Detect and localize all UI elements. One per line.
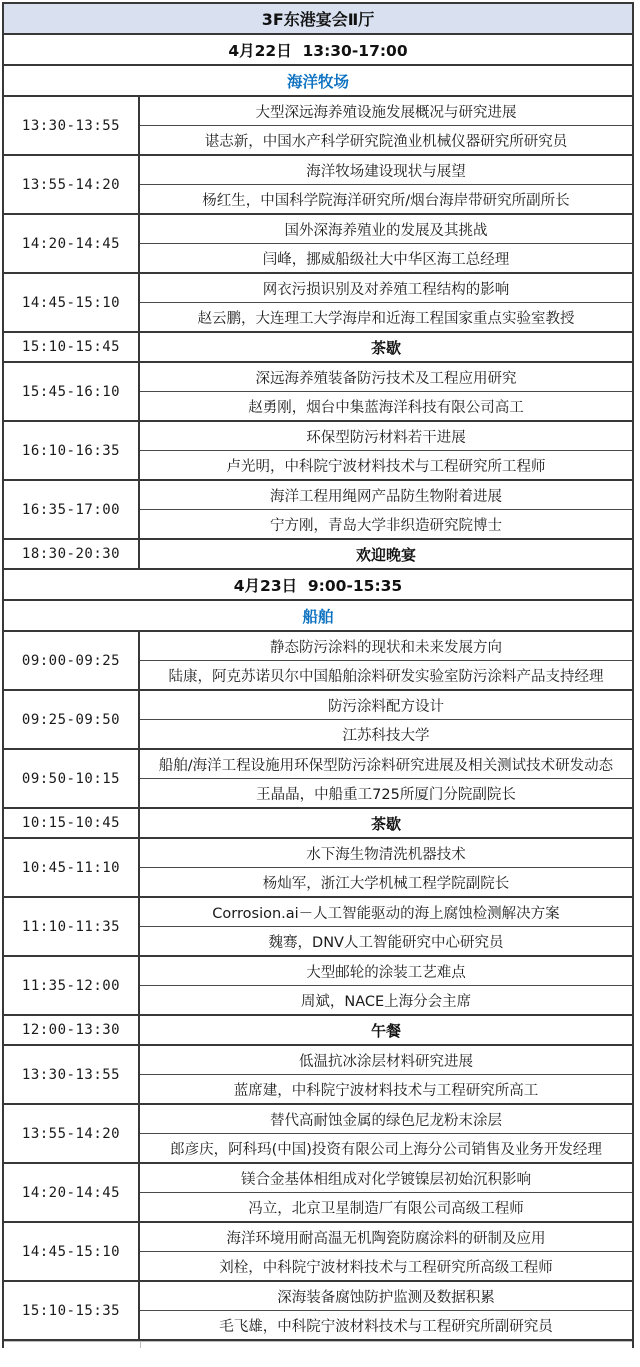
talk-title: 水下海生物清洗机器技术 — [140, 839, 632, 868]
talk-speaker: 毛飞雄，中科院宁波材料技术与工程研究所副研究员 — [219, 1318, 553, 1335]
break-row — [4, 540, 632, 570]
session-content — [140, 809, 632, 837]
cutoff-next-row — [4, 1341, 632, 1348]
talk-speaker: 赵云鹏，大连理工大学海岸和近海工程国家重点实验室教授 — [197, 310, 575, 327]
break-label: 欢迎晚宴 — [355, 545, 416, 564]
talk-speaker: 江苏科技大学 — [342, 727, 430, 744]
session-content — [140, 1016, 632, 1044]
session-row — [4, 957, 632, 1016]
session-time: 14:20-14:45 — [4, 215, 140, 272]
talk-title: 深海装备腐蚀防护监测及数据积累 — [140, 1282, 632, 1311]
break-row — [4, 809, 632, 839]
session-row — [4, 97, 632, 156]
talk-title: 船舶/海洋工程设施用环保型防污涂料研究进展及相关测试技术研发动态 — [140, 750, 632, 779]
break-row — [4, 333, 632, 363]
session-row — [4, 156, 632, 215]
session-row — [4, 422, 632, 481]
session-content — [140, 274, 632, 331]
session-time: 13:30-13:55 — [4, 1046, 140, 1103]
session-time: 14:20-14:45 — [4, 1164, 140, 1221]
talk-title: 替代高耐蚀金属的绿色尼龙粉末涂层 — [140, 1105, 632, 1134]
session-row — [4, 1282, 632, 1341]
section-header: 船舶 — [4, 601, 632, 632]
talk-speaker: 王晶晶，中船重工725所厦门分院副院长 — [256, 786, 516, 803]
break-label: 午餐 — [370, 1021, 401, 1040]
talk-speaker: 杨红生，中国科学院海洋研究所/烟台海岸带研究所副所长 — [202, 192, 570, 209]
session-time: 15:10-15:45 — [4, 333, 140, 361]
session-row — [4, 1046, 632, 1105]
session-time: 15:45-16:10 — [4, 363, 140, 420]
session-content — [140, 898, 632, 955]
day-rows — [4, 97, 632, 570]
talk-title: 镁合金基体相组成对化学镀镍层初始沉积影响 — [140, 1164, 632, 1193]
session-time: 12:00-13:30 — [4, 1016, 140, 1044]
talk-title: 静态防污涂料的现状和未来发展方向 — [140, 632, 632, 661]
session-row — [4, 691, 632, 750]
talk-title: Corrosion.ai－人工智能驱动的海上腐蚀检测解决方案 — [140, 898, 632, 927]
session-content — [140, 632, 632, 689]
session-time: 18:30-20:30 — [4, 540, 140, 568]
session-content — [140, 1223, 632, 1280]
session-row — [4, 1105, 632, 1164]
session-time: 16:10-16:35 — [4, 422, 140, 479]
talk-speaker: 魏骞，DNV人工智能研究中心研究员 — [268, 934, 504, 951]
session-row — [4, 839, 632, 898]
venue-title: 3F东港宴会Ⅱ厅 — [261, 10, 375, 29]
talk-title: 深远海养殖装备防污技术及工程应用研究 — [140, 363, 632, 392]
session-content — [140, 750, 632, 807]
break-label: 茶歇 — [370, 338, 401, 357]
session-content — [140, 957, 632, 1014]
session-time: 15:10-15:35 — [4, 1282, 140, 1339]
session-time: 14:45-15:10 — [4, 274, 140, 331]
session-content — [140, 839, 632, 896]
break-row — [4, 1016, 632, 1046]
session-content — [140, 1282, 632, 1339]
session-time: 10:15-10:45 — [4, 809, 140, 837]
session-row — [4, 215, 632, 274]
session-content — [140, 363, 632, 420]
session-time: 13:55-14:20 — [4, 156, 140, 213]
cutoff-time-cell — [4, 1342, 141, 1348]
talk-speaker: 闫峰，挪威船级社大中华区海工总经理 — [262, 251, 510, 268]
talk-speaker: 刘栓，中科院宁波材料技术与工程研究所高级工程师 — [219, 1259, 553, 1276]
session-row — [4, 898, 632, 957]
session-content — [140, 691, 632, 748]
session-row — [4, 363, 632, 422]
session-time: 16:35-17:00 — [4, 481, 140, 538]
session-time: 14:45-15:10 — [4, 1223, 140, 1280]
talk-title: 防污涂料配方设计 — [140, 691, 632, 720]
session-time: 13:55-14:20 — [4, 1105, 140, 1162]
talk-title: 大型邮轮的涂装工艺难点 — [140, 957, 632, 986]
session-time: 09:25-09:50 — [4, 691, 140, 748]
talk-title: 海洋工程用绳网产品防生物附着进展 — [140, 481, 632, 510]
talk-speaker: 谌志新，中国水产科学研究院渔业机械仪器研究所研究员 — [204, 133, 568, 150]
session-row — [4, 632, 632, 691]
session-content — [140, 1046, 632, 1103]
session-content — [140, 422, 632, 479]
session-time: 13:30-13:55 — [4, 97, 140, 154]
talk-title: 海洋牧场建设现状与展望 — [140, 156, 632, 185]
talk-title: 海洋环境用耐高温无机陶瓷防腐涂料的研制及应用 — [140, 1223, 632, 1252]
talk-title: 大型深远海养殖设施发展概况与研究进展 — [140, 97, 632, 126]
talk-speaker: 周斌，NACE上海分会主席 — [300, 993, 472, 1010]
break-label: 茶歇 — [370, 814, 401, 833]
talk-speaker: 冯立，北京卫星制造厂有限公司高级工程师 — [248, 1200, 524, 1217]
section-header: 海洋牧场 — [4, 66, 632, 97]
date-header: 4月23日 9:00-15:35 — [4, 570, 632, 601]
talk-speaker: 郎彦庆，阿科玛(中国)投资有限公司上海分公司销售及业务开发经理 — [170, 1141, 602, 1158]
talk-title: 网衣污损识别及对养殖工程结构的影响 — [140, 274, 632, 303]
day-block — [4, 570, 632, 1341]
session-row — [4, 750, 632, 809]
session-content — [140, 156, 632, 213]
session-content — [140, 1164, 632, 1221]
session-time: 09:50-10:15 — [4, 750, 140, 807]
session-time: 09:00-09:25 — [4, 632, 140, 689]
session-row — [4, 274, 632, 333]
session-time: 11:10-11:35 — [4, 898, 140, 955]
session-row — [4, 481, 632, 540]
day-rows — [4, 632, 632, 1341]
talk-speaker: 陆康，阿克苏诺贝尔中国船舶涂料研发实验室防污涂料产品支持经理 — [168, 668, 604, 685]
talk-title: 环保型防污材料若干进展 — [140, 422, 632, 451]
session-content — [140, 540, 632, 568]
session-row — [4, 1164, 632, 1223]
talk-speaker: 蓝席建，中科院宁波材料技术与工程研究所高工 — [233, 1082, 539, 1099]
session-content — [140, 215, 632, 272]
days-container — [4, 35, 632, 1341]
session-content — [140, 97, 632, 154]
talk-title: 国外深海养殖业的发展及其挑战 — [140, 215, 632, 244]
talk-speaker: 卢光明，中科院宁波材料技术与工程研究所工程师 — [226, 458, 546, 475]
session-content — [140, 333, 632, 361]
venue-header — [4, 4, 632, 35]
talk-title: 低温抗冰涂层材料研究进展 — [140, 1046, 632, 1075]
day-block — [4, 35, 632, 570]
schedule-table — [2, 2, 634, 1348]
session-time: 10:45-11:10 — [4, 839, 140, 896]
session-content — [140, 481, 632, 538]
session-row — [4, 1223, 632, 1282]
talk-speaker: 宁方刚，青岛大学非织造研究院博士 — [270, 517, 502, 534]
session-time: 11:35-12:00 — [4, 957, 140, 1014]
talk-speaker: 赵勇刚，烟台中集蓝海洋科技有限公司高工 — [248, 399, 524, 416]
talk-speaker: 杨灿军，浙江大学机械工程学院副院长 — [262, 875, 510, 892]
date-header: 4月22日 13:30-17:00 — [4, 35, 632, 66]
session-content — [140, 1105, 632, 1162]
